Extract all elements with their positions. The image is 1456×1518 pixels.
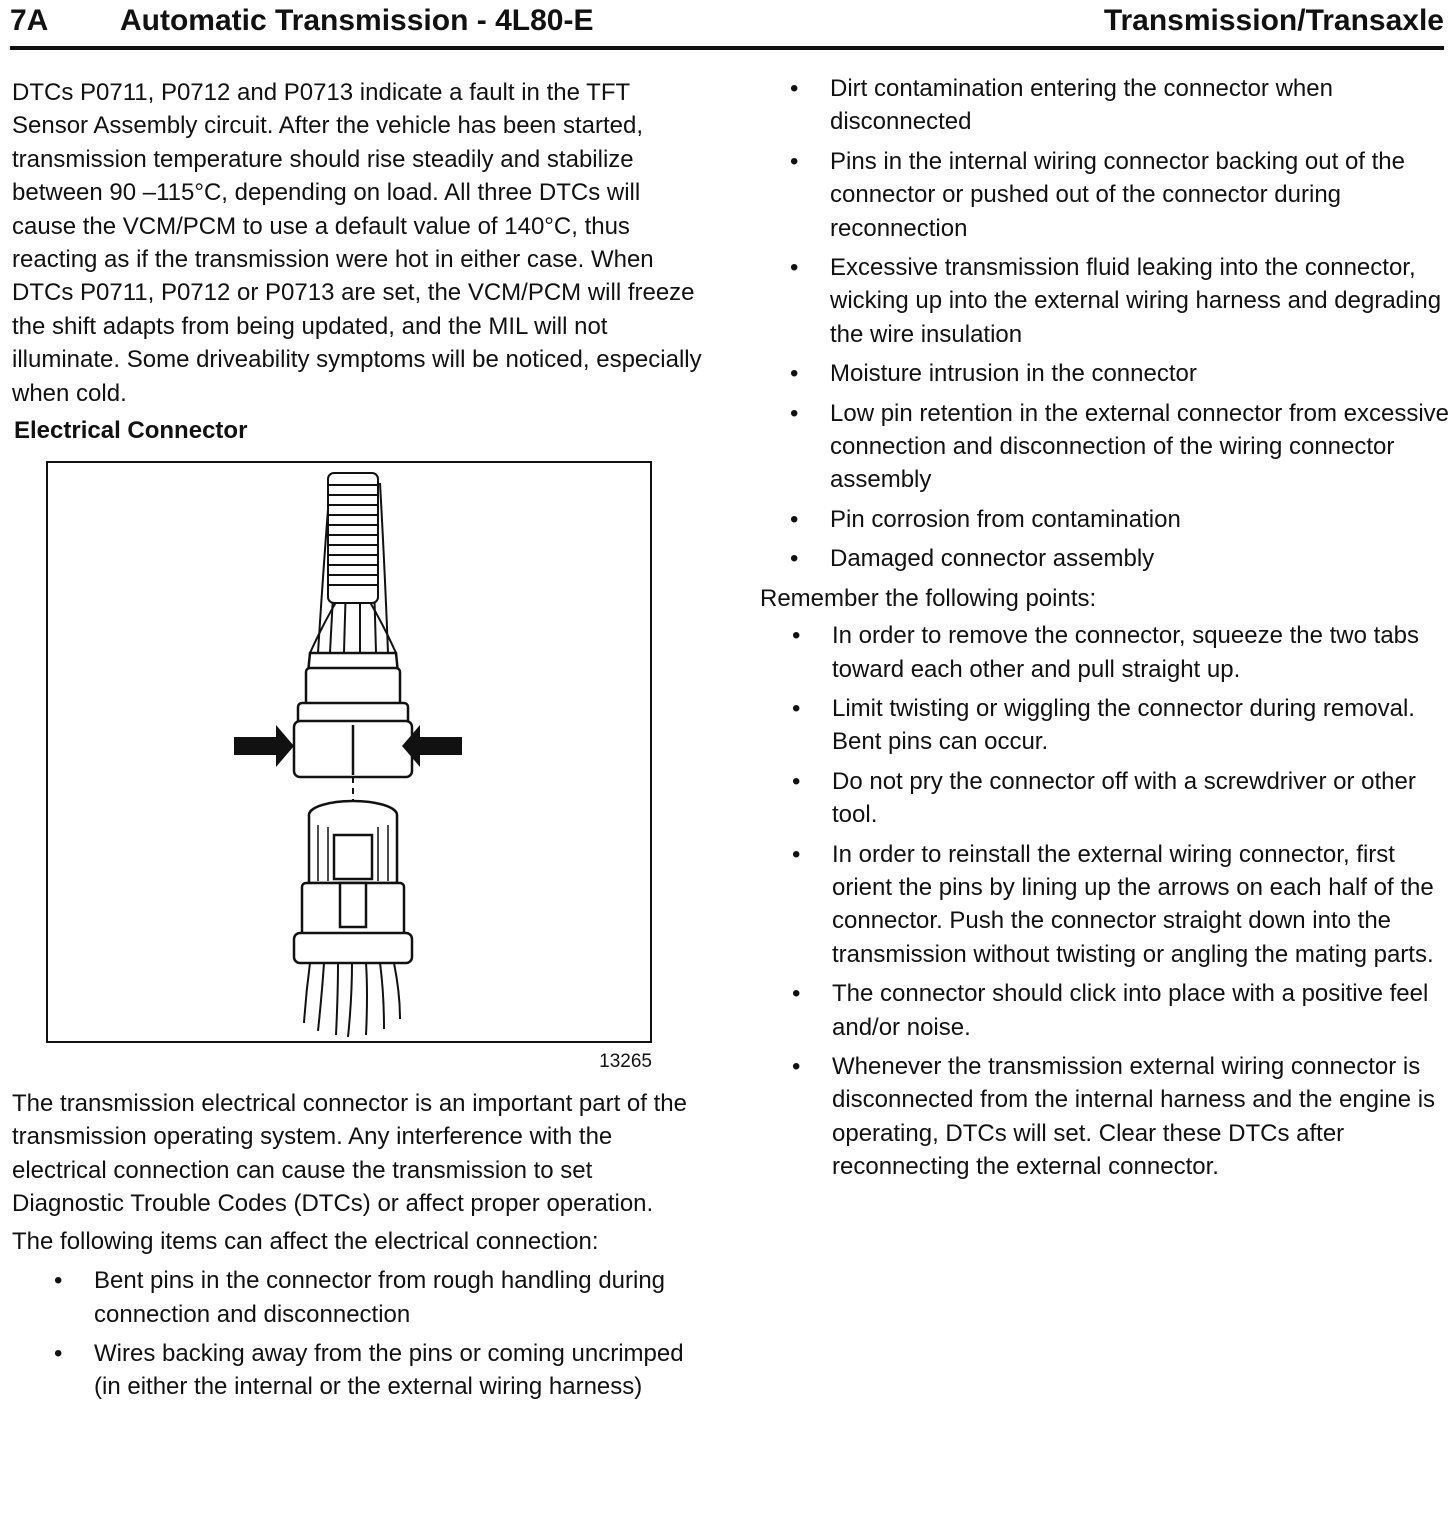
header-rule <box>10 46 1444 50</box>
right-bullet-list <box>790 72 1452 576</box>
list-item: • Dirt contamination entering the connector when disconnected <box>830 72 1452 139</box>
list-item: • In order to reinstall the external wiring connector, first orient the pins by lining up the arrows on each half of the connector. Push the connector straight down into the transmission without twisting or angling the mating parts. <box>832 838 1452 972</box>
list-item: • Wires backing away from the pins or coming uncrimped (in either the internal or the external wiring harness) <box>94 1337 702 1404</box>
list-item: • Pins in the internal wiring connector backing out of the connector or pushed out of the connector during reconnection <box>830 145 1452 245</box>
list-item: • Do not pry the connector off with a screwdriver or other tool. <box>832 765 1452 832</box>
bullet-icon: • <box>790 545 799 573</box>
remember-bullet-list <box>792 619 1452 1184</box>
remember-heading: Remember the following points: <box>760 584 1097 612</box>
list-item: • Damaged connector assembly <box>830 542 1452 575</box>
bullet-icon: • <box>792 767 801 795</box>
list-item: • Low pin retention in the external connector from excessive connection and disconnection of the wiring connector assembly <box>830 397 1452 497</box>
bullet-icon: • <box>792 840 801 868</box>
list-item: • Pin corrosion from contamination <box>830 503 1452 536</box>
right-column <box>760 72 1452 1190</box>
bullet-icon: • <box>790 75 799 102</box>
bullet-icon: • <box>792 622 801 650</box>
connector-paragraph: The transmission electrical connector is an important part of the transmission operating system. Any interference with the electrical connection can cause the transmission to set Diagnostic Trouble Codes (DTCs) or affect proper operation. <box>12 1090 687 1218</box>
bullet-icon: • <box>790 505 799 533</box>
bullet-icon: • <box>790 254 799 282</box>
page-title: Automatic Transmission - 4L80-E <box>120 4 594 37</box>
list-item: • Excessive transmission fluid leaking into the connector, wicking up into the external wiring harness and degrading the wire insulation <box>830 251 1452 351</box>
bullet-icon: • <box>790 147 799 175</box>
list-item: • Bent pins in the connector from rough handling during connection and disconnection <box>94 1264 702 1331</box>
section-number: 7A <box>10 4 49 37</box>
bullet-icon: • <box>792 980 801 1008</box>
list-item: • The connector should click into place with a positive feel and/or noise. <box>832 977 1452 1044</box>
bullet-icon: • <box>790 360 799 388</box>
bullet-icon: • <box>54 1339 63 1367</box>
bullet-icon: • <box>792 1052 801 1080</box>
connector-figure <box>46 461 652 1043</box>
items-intro: The following items can affect the electrical connection: <box>12 1227 599 1255</box>
bullet-icon: • <box>790 399 799 427</box>
section-subheading: Electrical Connector <box>14 417 248 445</box>
page-header-left <box>10 4 593 38</box>
list-item: • In order to remove the connector, squeeze the two tabs toward each other and pull straight up. <box>832 619 1452 686</box>
list-item: • Whenever the transmission external wiring connector is disconnected from the internal harness and the engine is operating, DTCs will set. Clear these DTCs after reconnecting the external connector. <box>832 1050 1452 1184</box>
bullet-icon: • <box>54 1267 63 1295</box>
intro-paragraph: DTCs P0711, P0712 and P0713 indicate a fault in the TFT Sensor Assembly circuit. After the vehicle has been started, transmission temperature should rise steadily and stabilize between 90 –115°C, depending on load. All three DTCs will cause the VCM/PCM to use a default value of 140°C, thus reacting as if the transmission were hot in either case. When DTCs P0711, P0712 or P0713 are set, the VCM/PCM will freeze the shift adapts from being updated, and the MIL will not illuminate. Some driveability symptoms will be noticed, especially when cold. <box>12 79 702 407</box>
list-item: • Limit twisting or wiggling the connector during removal. Bent pins can occur. <box>832 692 1452 759</box>
list-item: • Moisture intrusion in the connector <box>830 357 1452 390</box>
page-category: Transmission/Transaxle <box>1103 4 1444 37</box>
figure-number: 13265 <box>599 1051 652 1073</box>
bullet-icon: • <box>792 694 801 722</box>
connector-illustration <box>48 463 650 1041</box>
left-column <box>12 76 702 1410</box>
left-bullet-list <box>54 1264 702 1404</box>
